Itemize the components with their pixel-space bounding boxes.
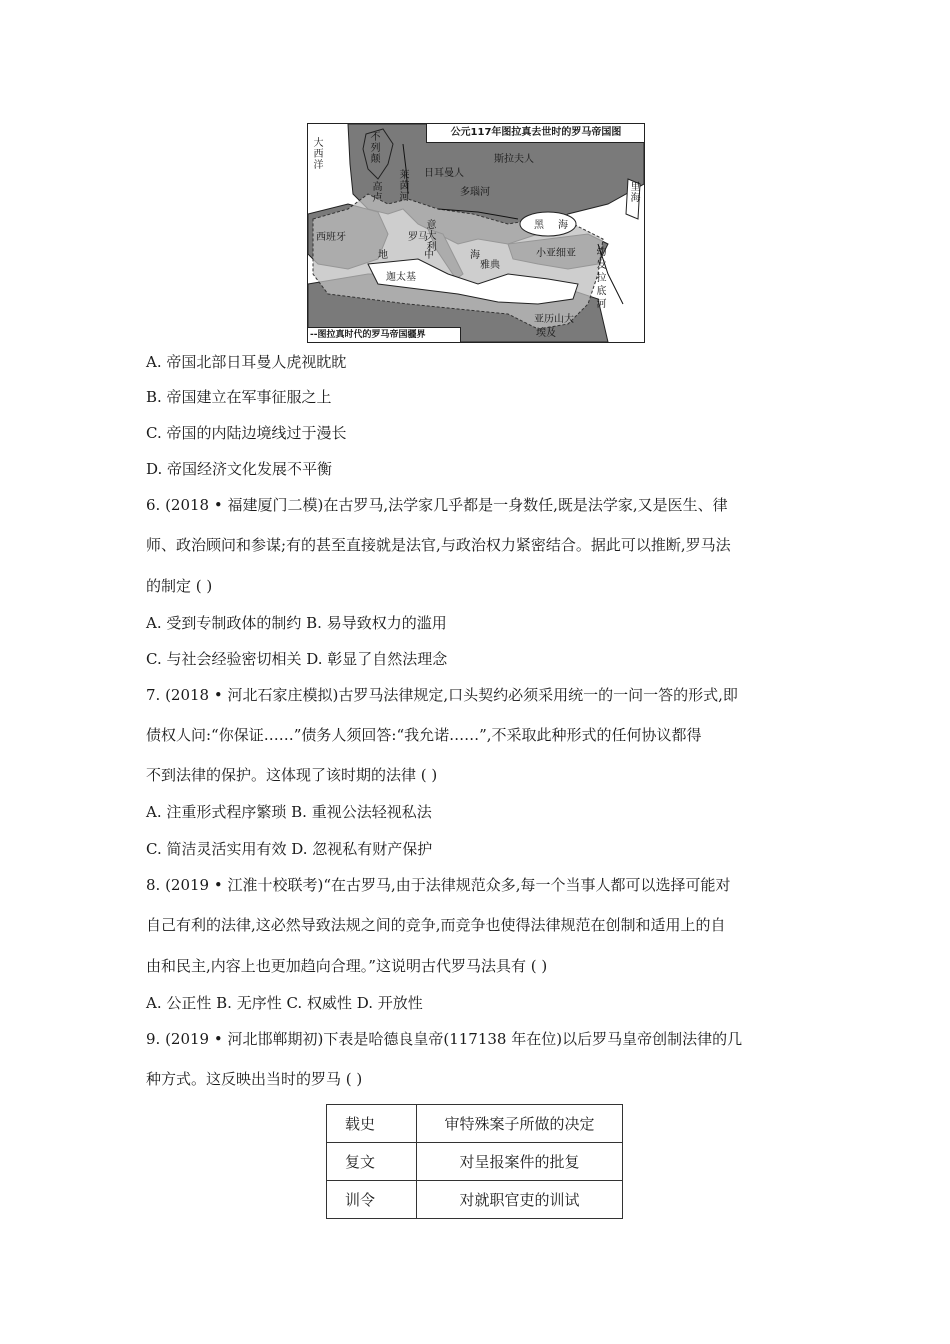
label-rome: 罗马 [408, 232, 428, 243]
q8-options: A. 公正性 B. 无序性 C. 权威性 D. 开放性 [146, 994, 423, 1012]
q6-options-cd: C. 与社会经验密切相关 D. 彰显了自然法理念 [146, 650, 448, 668]
q5-option-a: A. 帝国北部日耳曼人虎视眈眈 [146, 353, 347, 371]
table-row [327, 1143, 623, 1181]
q7-options-cd: C. 简洁灵活实用有效 D. 忽视私有财产保护 [146, 840, 433, 858]
map-title: 公元117年图拉真去世时的罗马帝国图 [426, 124, 645, 143]
label-alexandria: 亚历山大 [534, 314, 574, 325]
label-gaul: 高卢 [372, 182, 383, 204]
table-term: 复文 [327, 1143, 417, 1181]
label-mediterranean: 地中海 [378, 250, 516, 261]
q7-stem-line3: 不到法律的保护。这体现了该时期的法律 ( ) [146, 766, 438, 784]
label-carthage: 迦太基 [386, 272, 416, 283]
label-egypt: 埃及 [536, 328, 556, 339]
table-row [327, 1105, 623, 1143]
table-term: 载史 [327, 1105, 417, 1143]
q6-stem-line3: 的制定 ( ) [146, 577, 213, 595]
q9-table [326, 1104, 623, 1219]
q6-stem-line1: 6. (2018 • 福建厦门二模)在古罗马,法学家几乎都是一身数任,既是法学家,又是医生、律 [146, 496, 728, 514]
q6-options-ab: A. 受到专制政体的制约 B. 易导致权力的滥用 [146, 614, 447, 632]
q8-stem-line3: 由和民主,内容上也更加趋向合理。”这说明古代罗马法具有 ( ) [146, 957, 548, 975]
label-caspian: 里海 [630, 182, 641, 204]
label-germans: 日耳曼人 [424, 168, 464, 179]
q7-stem-line2: 债权人问:“你保证……”债务人须回答:“我允诺……”,不采取此种形式的任何协议都得 [146, 726, 702, 744]
label-italy: 意大利 [426, 220, 437, 253]
q5-option-b: B. 帝国建立在军事征服之上 [146, 388, 332, 406]
q5-option-d: D. 帝国经济文化发展不平衡 [146, 460, 333, 478]
label-athens: 雅典 [480, 260, 500, 271]
q9-stem-line2: 种方式。这反映出当时的罗马 ( ) [146, 1070, 363, 1088]
label-rhine: 莱茵河 [399, 170, 410, 203]
q8-stem-line1: 8. (2019 • 江淮十校联考)“在古罗马,由于法律规范众多,每一个当事人都可以选择可能对 [146, 876, 731, 894]
map-legend: --图拉真时代的罗马帝国疆界 [308, 327, 461, 342]
label-asia-minor: 小亚细亚 [536, 248, 576, 259]
label-britain: 不列颠 [370, 132, 381, 165]
q5-option-c: C. 帝国的内陆边境线过于漫长 [146, 424, 347, 442]
q8-stem-line2: 自己有利的法律,这必然导致法规之间的竞争,而竞争也使得法律规范在创制和适用上的自 [146, 916, 726, 934]
q7-options-ab: A. 注重形式程序繁琐 B. 重视公法轻视私法 [146, 803, 432, 821]
q7-stem-line1: 7. (2018 • 河北石家庄模拟)古罗马法律规定,口头契约必须采用统一的一问一答的形式,即 [146, 686, 738, 704]
label-atlantic: 大西洋 [313, 138, 324, 171]
q6-stem-line2: 师、政治顾问和参谋;有的甚至直接就是法官,与政治权力紧密结合。据此可以推断,罗马法 [146, 536, 731, 554]
roman-empire-map [307, 123, 645, 343]
label-spain: 西班牙 [316, 232, 346, 243]
label-black-sea: 黑海 [534, 220, 582, 231]
label-euphrates: 幼发拉底河 [596, 247, 607, 310]
map-drawing [308, 124, 644, 342]
label-slavs: 斯拉夫人 [494, 154, 534, 165]
q9-stem-line1: 9. (2019 • 河北邯郸期初)下表是哈德良皇帝(117138 年在位)以后罗马皇帝创制法律的几 [146, 1030, 743, 1048]
table-desc: 审特殊案子所做的决定 [417, 1105, 623, 1143]
table-row [327, 1181, 623, 1219]
table-term: 训令 [327, 1181, 417, 1219]
table-desc: 对就职官吏的训试 [417, 1181, 623, 1219]
label-danube: 多瑙河 [460, 187, 490, 198]
table-desc: 对呈报案件的批复 [417, 1143, 623, 1181]
